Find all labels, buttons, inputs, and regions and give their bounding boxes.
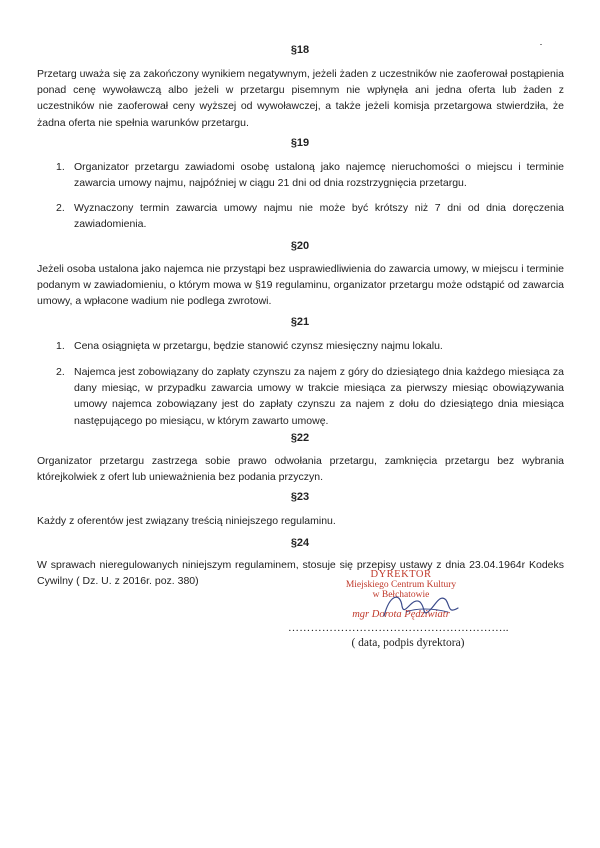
section-24-heading: §24	[290, 537, 310, 549]
section-19-heading: §19	[290, 137, 310, 149]
stamp-signatory: mgr Dorota Pędziwiatr	[352, 609, 450, 620]
section-22-heading: §22	[290, 432, 310, 444]
stamp-institution: Miejskiego Centrum Kultury	[345, 580, 457, 590]
section-20-heading: §20	[290, 240, 310, 252]
section-23-text: Każdy z oferentów jest związany treścią niniejszego regulaminu.	[37, 515, 336, 527]
section-21-heading: §21	[290, 316, 310, 328]
list-text: Organizator przetargu zawiadomi osobę ustaloną jako najemcę nieruchomości o miejscu i terminie zawarcia umowy najmu, najpóźniej w ciągu 21 dni od dnia rozstrzygnięcia przetargu.	[74, 161, 564, 190]
section-20-text: Jeżeli osoba ustalona jako najemca nie przystąpi bez usprawiedliwienia do zawarcia umowy, w miejscu i terminie podanym w zawiadomieniu, o którym mowa w §19 regulaminu, organizator przetargu może odstąpić od zawarcia umowy, a wpłacone wadium nie podlega zwrotowi.	[37, 263, 564, 308]
list-number: 1.	[56, 340, 65, 352]
stamp-city: w Bełchatowie	[372, 590, 430, 600]
section-18-heading: §18	[290, 44, 310, 56]
signature-caption: ( data, podpis dyrektora)	[351, 637, 465, 649]
list-text: Najemca jest zobowiązany do zapłaty czynszu za najem z góry do dziesiątego dnia każdego miesiąca za dany miesiąc, w przypadku zawarcia umowy w trakcie miesiąca za pierwszy miesiąc obowiązywania umowy najemca zobowiązany jest do zapłaty czynszu za najem z dołu do dziesiątego dnia miesiąca następującego po miesiącu, w którym zawarto umowę.	[74, 366, 564, 427]
list-number: 2.	[56, 202, 65, 214]
section-18-text: Przetarg uważa się za zakończony wynikiem negatywnym, jeżeli żaden z uczestników nie zaoferował postąpienia ponad cenę wywoławczą albo jeżeli w przetargu pisemnym nie wpłynęła ani jedna oferta lub żaden z uczestników nie zaoferował ceny wyższej od wywoławczej, a także jeżeli komisja przetargowa stwierdziła, że żadna oferta nie spełnia warunków przetargu.	[37, 68, 564, 129]
section-22-text: Organizator przetargu zastrzega sobie prawo odwołania przetargu, zamknięcia przetargu bez wybrania którejkolwiek z ofert lub unieważnienia bez podania przyczyn.	[37, 455, 564, 484]
list-number: 1.	[56, 161, 65, 173]
list-text: Cena osiągnięta w przetargu, będzie stanowić czynsz miesięczny najmu lokalu.	[74, 340, 443, 352]
section-24-text: W sprawach nieregulowanych niniejszym regulaminem, stosuje się przepisy ustawy z dnia 23.04.1964r Kodeks Cywilny ( Dz. U. z 2016r. poz. 380)	[37, 559, 564, 588]
list-number: 2.	[56, 366, 65, 378]
signature-line: …………………………………………………..	[288, 622, 509, 634]
list-text: Wyznaczony termin zawarcia umowy najmu nie może być krótszy niż 7 dni od dnia doręczenia zawiadomienia.	[74, 202, 564, 231]
stamp-title: DYREKTOR	[370, 569, 432, 580]
handwritten-signature-icon	[376, 588, 466, 624]
section-23-heading: §23	[290, 491, 310, 503]
